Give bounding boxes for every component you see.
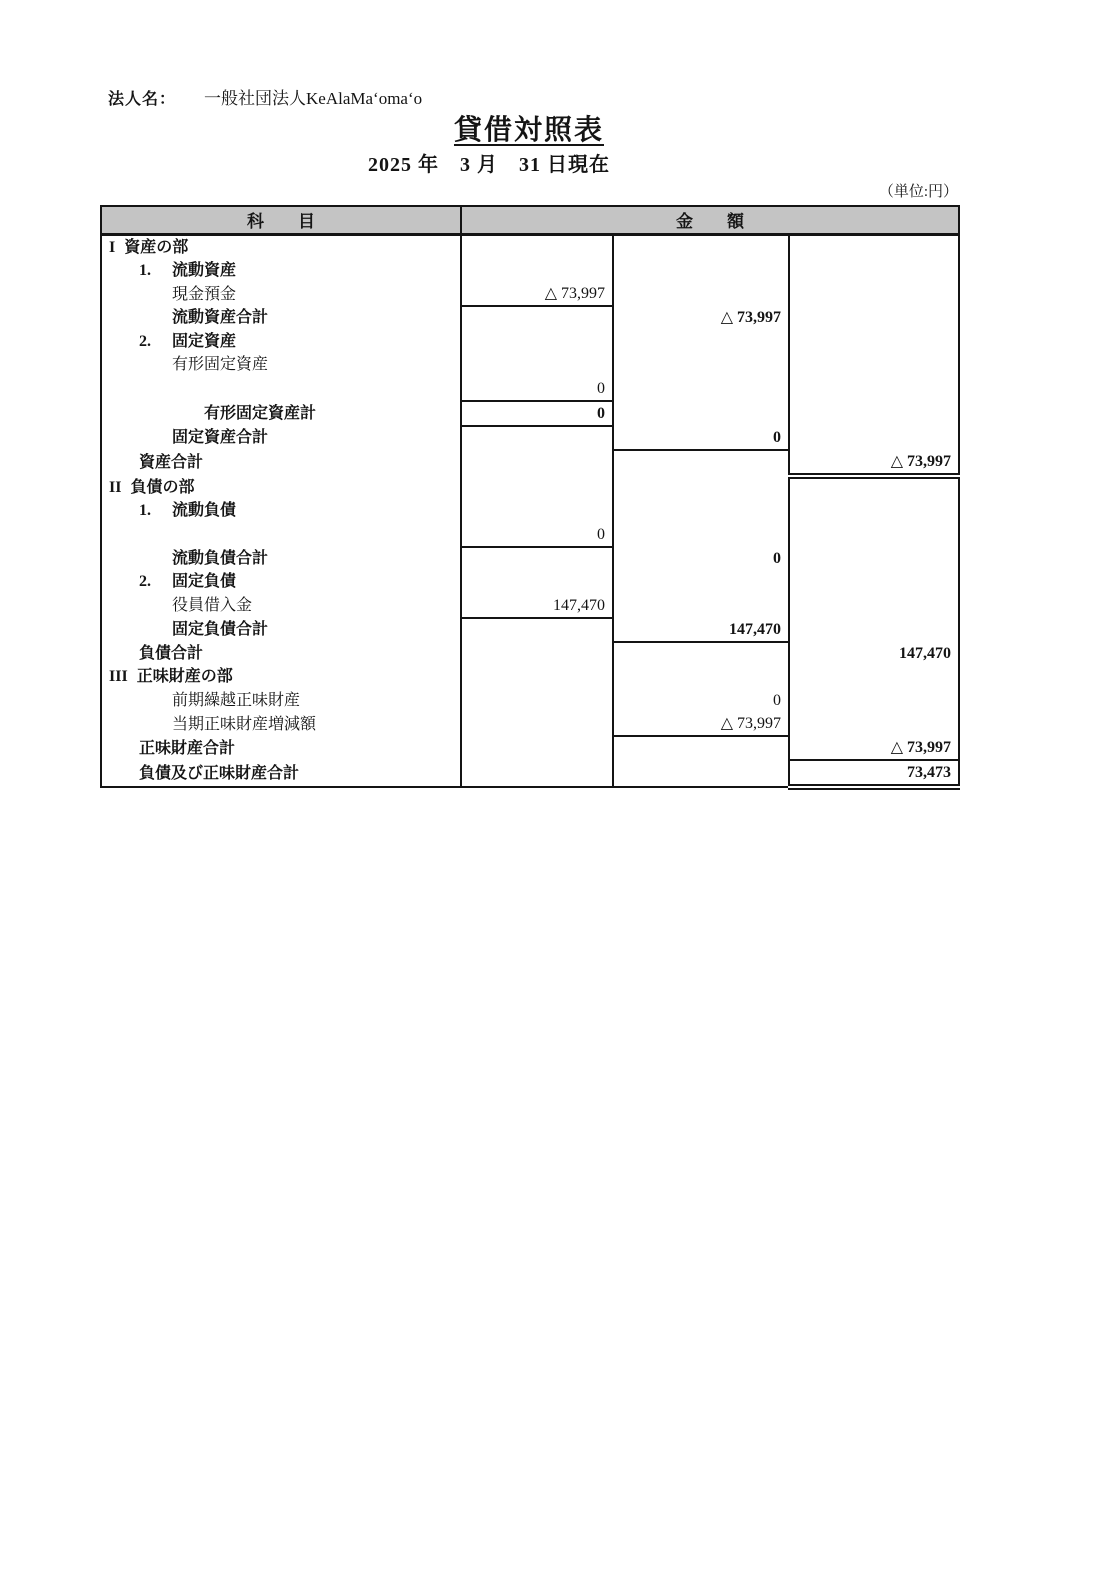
account-label: 負債の部 <box>130 478 195 496</box>
account-label: 流動資産 <box>172 261 237 279</box>
row-prefix: II <box>109 478 122 496</box>
row-prefix: 2. <box>139 573 151 591</box>
amount-cell-col2 <box>613 401 789 426</box>
account-label: 固定負債合計 <box>172 621 269 638</box>
amount-cell-col1 <box>461 736 613 760</box>
amount-cell-col2 <box>613 760 789 787</box>
report-title: 貸借対照表 <box>453 115 604 146</box>
amount-cell-col1 <box>461 353 613 377</box>
table-row <box>101 736 959 760</box>
amount-cell-col3 <box>789 330 959 354</box>
table-header-row <box>101 206 959 234</box>
account-label-cell <box>101 760 461 787</box>
amount-cell-col2 <box>613 377 789 401</box>
account-label-cell <box>101 642 461 666</box>
account-label: 負債及び正味財産合計 <box>139 764 300 782</box>
amount-cell-col1: 147,470 <box>461 594 613 618</box>
amount-cell-col1 <box>461 234 613 259</box>
corporation-line <box>108 84 422 109</box>
amount-cell-col1 <box>461 330 613 354</box>
amount-cell-col2 <box>613 499 789 523</box>
table-row <box>101 547 959 571</box>
account-label-cell <box>101 499 461 523</box>
account-label: 役員借入金 <box>172 597 253 614</box>
account-label-cell <box>101 547 461 571</box>
amount-cell-col2 <box>613 330 789 354</box>
amount-cell-col3 <box>789 523 959 547</box>
amount-cell-col3: 147,470 <box>789 642 959 666</box>
corporation-label: 法人名： <box>108 91 177 108</box>
account-label: 流動負債 <box>172 502 237 520</box>
amount-cell-col1 <box>461 426 613 450</box>
table-row <box>101 259 959 283</box>
account-label-cell <box>101 401 461 426</box>
table-row <box>101 377 959 401</box>
amount-cell-col1 <box>461 760 613 787</box>
balance-sheet-table <box>100 205 960 790</box>
amount-cell-col3 <box>789 282 959 306</box>
amount-cell-col1 <box>461 570 613 594</box>
amount-cell-col2 <box>613 282 789 306</box>
amount-cell-col2 <box>613 259 789 283</box>
account-label: 流動負債合計 <box>172 549 269 567</box>
amount-cell-col1 <box>461 712 613 736</box>
row-prefix: I <box>109 238 116 256</box>
table-row <box>101 642 959 666</box>
row-prefix: 1. <box>139 261 151 279</box>
amount-cell-col3 <box>789 353 959 377</box>
amount-cell-col2 <box>613 353 789 377</box>
amount-cell-col1 <box>461 618 613 642</box>
account-label: 負債合計 <box>139 644 204 662</box>
amount-cell-col1: 0 <box>461 401 613 426</box>
account-label-cell <box>101 282 461 306</box>
table-row <box>101 450 959 476</box>
account-label-cell <box>101 377 461 401</box>
amount-cell-col3: 73,473 <box>789 760 959 787</box>
amount-cell-col1 <box>461 689 613 713</box>
account-label: 資産の部 <box>124 238 189 256</box>
amount-cell-col2 <box>613 523 789 547</box>
amount-cell-col2 <box>613 570 789 594</box>
account-label-cell <box>101 570 461 594</box>
corporation-name: 一般社団法人KeAlaMaʻomaʻo <box>204 89 423 108</box>
table-row <box>101 234 959 259</box>
amount-cell-col3 <box>789 234 959 259</box>
account-label-cell <box>101 523 461 547</box>
row-prefix: 1. <box>139 502 151 520</box>
amount-cell-col1 <box>461 665 613 689</box>
amount-cell-col2: 0 <box>613 689 789 713</box>
amount-cell-col3 <box>789 570 959 594</box>
amount-cell-col3 <box>789 547 959 571</box>
account-label: 固定負債 <box>172 573 237 591</box>
account-label-cell <box>101 476 461 500</box>
account-label: 前期繰越正味財産 <box>172 691 301 709</box>
column-header-amount: 金 額 <box>461 206 959 234</box>
row-prefix: 2. <box>139 332 151 350</box>
amount-cell-col3 <box>789 377 959 401</box>
amount-cell-col1: 0 <box>461 523 613 547</box>
amount-cell-col2: △ 73,997 <box>613 306 789 330</box>
amount-cell-col2: 147,470 <box>613 618 789 642</box>
amount-cell-col3 <box>789 712 959 736</box>
amount-cell-col2 <box>613 476 789 500</box>
account-label: 正味財産の部 <box>136 668 233 686</box>
account-label-cell <box>101 689 461 713</box>
account-label-cell <box>101 736 461 760</box>
account-label: 当期正味財産増減額 <box>172 715 317 733</box>
table-row <box>101 665 959 689</box>
amount-cell-col3: △ 73,997 <box>789 450 959 476</box>
amount-cell-col1: △ 73,997 <box>461 282 613 306</box>
amount-cell-col1 <box>461 499 613 523</box>
row-prefix: III <box>109 668 128 686</box>
balance-sheet-body <box>101 234 959 787</box>
amount-cell-col3 <box>789 259 959 283</box>
table-row <box>101 306 959 330</box>
unit-note: （単位:円） <box>878 184 958 200</box>
table-row <box>101 476 959 500</box>
amount-cell-col3 <box>789 306 959 330</box>
account-label: 有形固定資産 <box>172 356 269 374</box>
amount-cell-col1 <box>461 547 613 571</box>
amount-cell-col1: 0 <box>461 377 613 401</box>
amount-cell-col1 <box>461 642 613 666</box>
amount-cell-col2 <box>613 665 789 689</box>
table-row <box>101 426 959 450</box>
account-label-cell <box>101 259 461 283</box>
amount-cell-col1 <box>461 450 613 476</box>
table-row <box>101 401 959 426</box>
amount-cell-col3 <box>789 618 959 642</box>
report-date: 2025 年 3 月 31 日現在 <box>368 154 610 176</box>
account-label-cell <box>101 306 461 330</box>
table-row <box>101 353 959 377</box>
amount-cell-col2 <box>613 736 789 760</box>
account-label: 固定資産合計 <box>172 429 269 446</box>
amount-cell-col3 <box>789 476 959 500</box>
amount-cell-col2: 0 <box>613 426 789 450</box>
amount-cell-col3 <box>789 689 959 713</box>
account-label: 流動資産合計 <box>172 309 269 327</box>
account-label-cell <box>101 426 461 450</box>
table-row <box>101 523 959 547</box>
table-row <box>101 330 959 354</box>
amount-cell-col3 <box>789 594 959 618</box>
account-label-cell <box>101 618 461 642</box>
table-row <box>101 760 959 787</box>
amount-cell-col2 <box>613 234 789 259</box>
account-label: 固定資産 <box>172 332 237 350</box>
amount-cell-col2 <box>613 594 789 618</box>
table-row <box>101 618 959 642</box>
amount-cell-col1 <box>461 476 613 500</box>
report-title-wrap <box>100 108 958 148</box>
account-label-cell <box>101 353 461 377</box>
table-row <box>101 689 959 713</box>
amount-cell-col2 <box>613 642 789 666</box>
account-label-cell <box>101 712 461 736</box>
account-label-cell <box>101 330 461 354</box>
amount-cell-col3 <box>789 665 959 689</box>
amount-cell-col3 <box>789 426 959 450</box>
amount-cell-col3 <box>789 499 959 523</box>
account-label-cell <box>101 450 461 476</box>
table-row <box>101 282 959 306</box>
amount-cell-col3: △ 73,997 <box>789 736 959 760</box>
account-label-cell <box>101 594 461 618</box>
amount-cell-col2: 0 <box>613 547 789 571</box>
amount-cell-col3 <box>789 401 959 426</box>
table-row <box>101 712 959 736</box>
table-row <box>101 570 959 594</box>
amount-cell-col2 <box>613 450 789 476</box>
table-row <box>101 499 959 523</box>
amount-cell-col2: △ 73,997 <box>613 712 789 736</box>
account-label: 正味財産合計 <box>139 739 236 757</box>
account-label: 資産合計 <box>139 454 204 471</box>
column-header-subject: 科 目 <box>101 206 461 234</box>
account-label-cell <box>101 234 461 259</box>
amount-cell-col1 <box>461 259 613 283</box>
account-label-cell <box>101 665 461 689</box>
table-row <box>101 594 959 618</box>
account-label: 現金預金 <box>172 285 237 303</box>
amount-cell-col1 <box>461 306 613 330</box>
account-label: 有形固定資産計 <box>204 404 317 422</box>
